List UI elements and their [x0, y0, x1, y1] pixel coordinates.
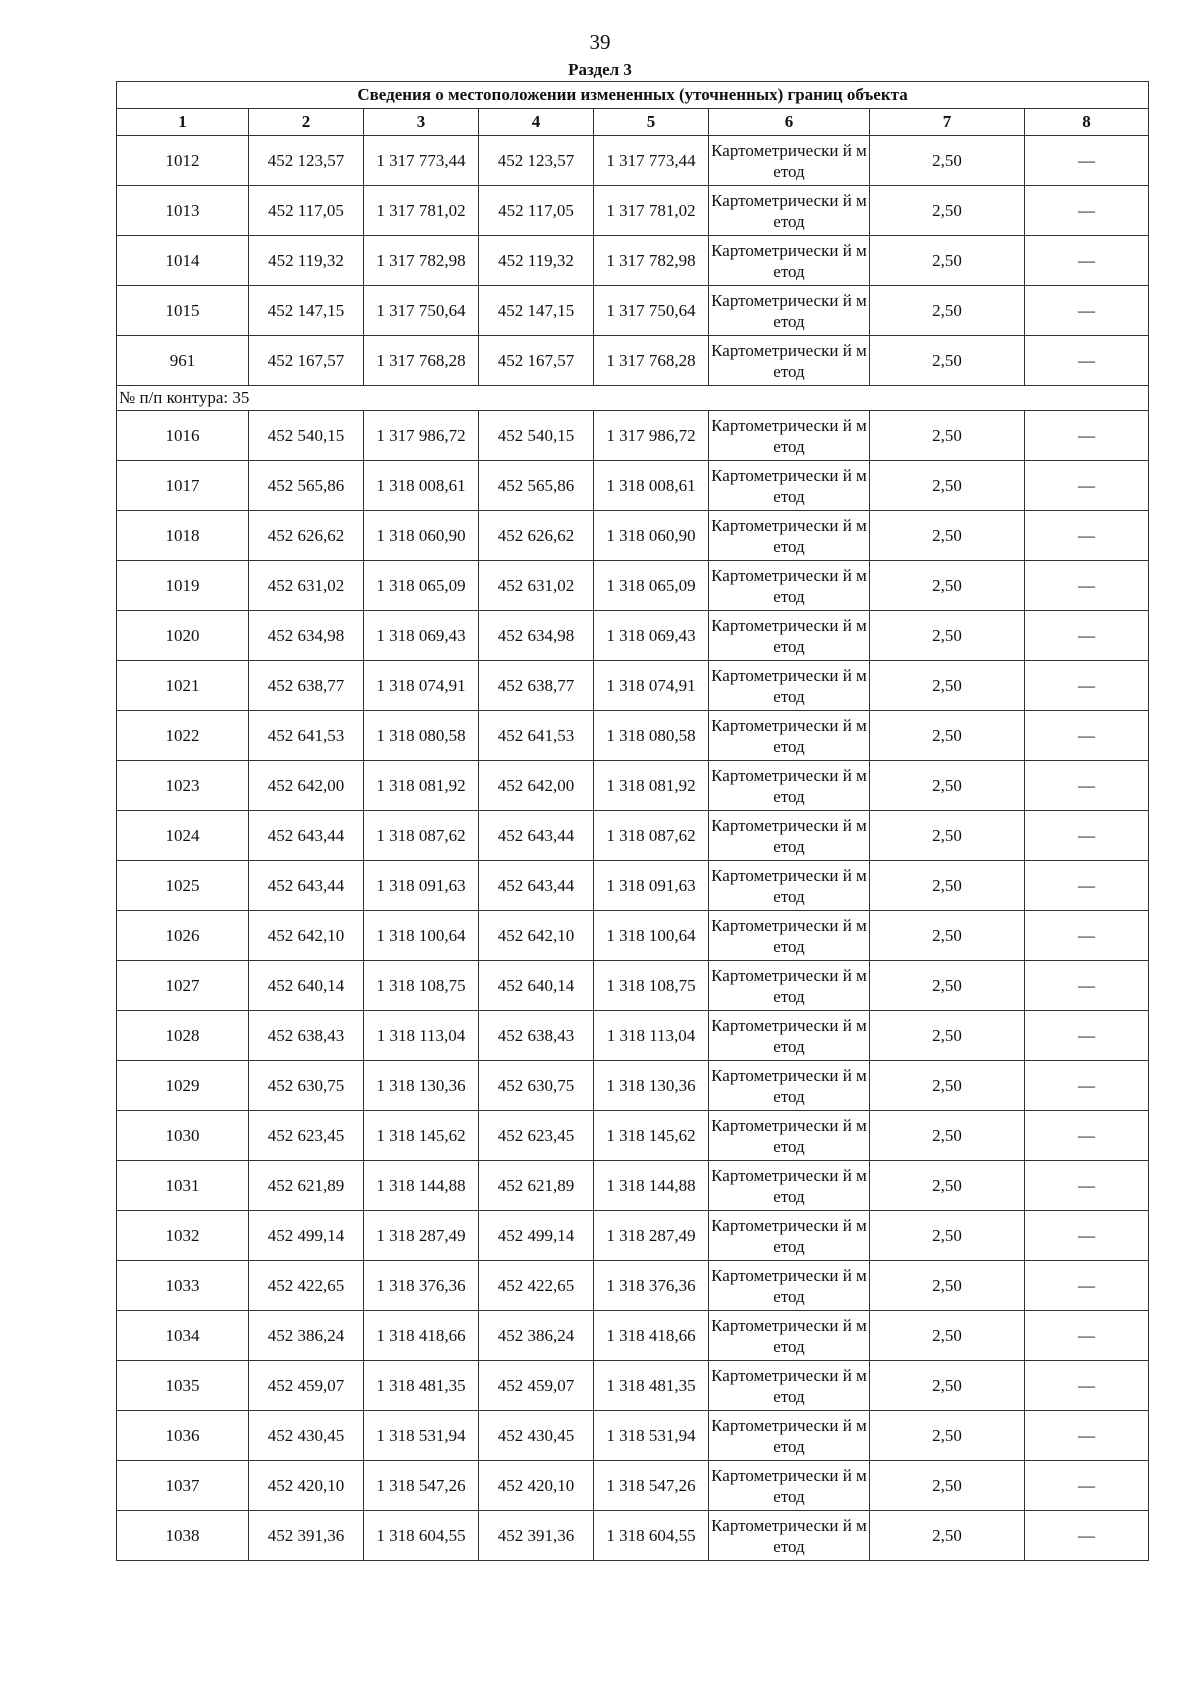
- table-row: [117, 1411, 1149, 1461]
- accuracy-cell: 2,50: [870, 1361, 1025, 1411]
- description-cell: —: [1025, 661, 1149, 711]
- y-coordinate-cell: 1 318 531,94: [594, 1411, 709, 1461]
- accuracy-cell: 2,50: [870, 661, 1025, 711]
- y-coordinate-cell: 1 318 100,64: [364, 911, 479, 961]
- x-coordinate-cell: 452 499,14: [479, 1211, 594, 1261]
- x-coordinate-cell: 452 623,45: [249, 1111, 364, 1161]
- method-cell: Картометрически й метод: [709, 1111, 870, 1161]
- accuracy-cell: 2,50: [870, 236, 1025, 286]
- point-number-cell: 1027: [117, 961, 249, 1011]
- method-cell: Картометрически й метод: [709, 1511, 870, 1561]
- x-coordinate-cell: 452 641,53: [249, 711, 364, 761]
- y-coordinate-cell: 1 318 074,91: [594, 661, 709, 711]
- accuracy-cell: 2,50: [870, 186, 1025, 236]
- x-coordinate-cell: 452 117,05: [249, 186, 364, 236]
- y-coordinate-cell: 1 318 008,61: [594, 461, 709, 511]
- table-row: [117, 411, 1149, 461]
- description-cell: —: [1025, 136, 1149, 186]
- table-row: [117, 1361, 1149, 1411]
- y-coordinate-cell: 1 318 144,88: [594, 1161, 709, 1211]
- y-coordinate-cell: 1 318 087,62: [594, 811, 709, 861]
- description-cell: —: [1025, 236, 1149, 286]
- description-cell: —: [1025, 761, 1149, 811]
- y-coordinate-cell: 1 317 750,64: [594, 286, 709, 336]
- description-cell: —: [1025, 1411, 1149, 1461]
- y-coordinate-cell: 1 318 376,36: [594, 1261, 709, 1311]
- table-row: [117, 561, 1149, 611]
- description-cell: —: [1025, 861, 1149, 911]
- table-row: [117, 1261, 1149, 1311]
- table-row: [117, 861, 1149, 911]
- y-coordinate-cell: 1 318 087,62: [364, 811, 479, 861]
- accuracy-cell: 2,50: [870, 411, 1025, 461]
- y-coordinate-cell: 1 318 376,36: [364, 1261, 479, 1311]
- x-coordinate-cell: 452 642,10: [479, 911, 594, 961]
- description-cell: —: [1025, 561, 1149, 611]
- x-coordinate-cell: 452 117,05: [479, 186, 594, 236]
- section-title: Раздел 3: [568, 60, 632, 79]
- x-coordinate-cell: 452 626,62: [249, 511, 364, 561]
- method-cell: Картометрически й метод: [709, 861, 870, 911]
- point-number-cell: 1016: [117, 411, 249, 461]
- column-number: 7: [870, 109, 1025, 136]
- point-number-cell: 1024: [117, 811, 249, 861]
- method-cell: Картометрически й метод: [709, 186, 870, 236]
- x-coordinate-cell: 452 386,24: [249, 1311, 364, 1361]
- y-coordinate-cell: 1 318 074,91: [364, 661, 479, 711]
- column-number-row: [117, 109, 1149, 136]
- y-coordinate-cell: 1 318 108,75: [594, 961, 709, 1011]
- x-coordinate-cell: 452 147,15: [249, 286, 364, 336]
- method-cell: Картометрически й метод: [709, 561, 870, 611]
- accuracy-cell: 2,50: [870, 1161, 1025, 1211]
- point-number-cell: 1038: [117, 1511, 249, 1561]
- y-coordinate-cell: 1 317 781,02: [594, 186, 709, 236]
- y-coordinate-cell: 1 318 081,92: [364, 761, 479, 811]
- accuracy-cell: 2,50: [870, 1061, 1025, 1111]
- y-coordinate-cell: 1 318 287,49: [364, 1211, 479, 1261]
- column-number: 8: [1025, 109, 1149, 136]
- accuracy-cell: 2,50: [870, 711, 1025, 761]
- accuracy-cell: 2,50: [870, 461, 1025, 511]
- y-coordinate-cell: 1 318 080,58: [594, 711, 709, 761]
- y-coordinate-cell: 1 318 547,26: [594, 1461, 709, 1511]
- point-number-cell: 961: [117, 336, 249, 386]
- table-row: [117, 711, 1149, 761]
- y-coordinate-cell: 1 317 781,02: [364, 186, 479, 236]
- y-coordinate-cell: 1 317 986,72: [594, 411, 709, 461]
- accuracy-cell: 2,50: [870, 611, 1025, 661]
- y-coordinate-cell: 1 318 100,64: [594, 911, 709, 961]
- point-number-cell: 1021: [117, 661, 249, 711]
- table-row: [117, 511, 1149, 561]
- x-coordinate-cell: 452 621,89: [249, 1161, 364, 1211]
- y-coordinate-cell: 1 318 547,26: [364, 1461, 479, 1511]
- point-number-cell: 1013: [117, 186, 249, 236]
- table-row: [117, 236, 1149, 286]
- x-coordinate-cell: 452 626,62: [479, 511, 594, 561]
- description-cell: —: [1025, 461, 1149, 511]
- method-cell: Картометрически й метод: [709, 1161, 870, 1211]
- x-coordinate-cell: 452 642,00: [479, 761, 594, 811]
- y-coordinate-cell: 1 318 113,04: [594, 1011, 709, 1061]
- x-coordinate-cell: 452 631,02: [479, 561, 594, 611]
- method-cell: Картометрически й метод: [709, 1461, 870, 1511]
- y-coordinate-cell: 1 318 418,66: [364, 1311, 479, 1361]
- description-cell: —: [1025, 186, 1149, 236]
- point-number-cell: 1012: [117, 136, 249, 186]
- accuracy-cell: 2,50: [870, 136, 1025, 186]
- table-row: [117, 136, 1149, 186]
- description-cell: —: [1025, 961, 1149, 1011]
- table-row: [117, 661, 1149, 711]
- y-coordinate-cell: 1 318 065,09: [594, 561, 709, 611]
- table-row: [117, 761, 1149, 811]
- point-number-cell: 1037: [117, 1461, 249, 1511]
- accuracy-cell: 2,50: [870, 961, 1025, 1011]
- description-cell: —: [1025, 811, 1149, 861]
- description-cell: —: [1025, 611, 1149, 661]
- method-cell: Картометрически й метод: [709, 1061, 870, 1111]
- method-cell: Картометрически й метод: [709, 236, 870, 286]
- x-coordinate-cell: 452 643,44: [479, 861, 594, 911]
- method-cell: Картометрически й метод: [709, 761, 870, 811]
- contour-label: № п/п контура: 35: [117, 386, 1149, 411]
- y-coordinate-cell: 1 318 130,36: [594, 1061, 709, 1111]
- y-coordinate-cell: 1 318 069,43: [594, 611, 709, 661]
- accuracy-cell: 2,50: [870, 1461, 1025, 1511]
- description-cell: —: [1025, 1011, 1149, 1061]
- method-cell: Картометрически й метод: [709, 1261, 870, 1311]
- x-coordinate-cell: 452 422,65: [249, 1261, 364, 1311]
- x-coordinate-cell: 452 499,14: [249, 1211, 364, 1261]
- accuracy-cell: 2,50: [870, 511, 1025, 561]
- table-row: [117, 1211, 1149, 1261]
- method-cell: Картометрически й метод: [709, 511, 870, 561]
- y-coordinate-cell: 1 318 130,36: [364, 1061, 479, 1111]
- table-row: [117, 961, 1149, 1011]
- point-number-cell: 1032: [117, 1211, 249, 1261]
- method-cell: Картометрически й метод: [709, 336, 870, 386]
- description-cell: —: [1025, 1261, 1149, 1311]
- x-coordinate-cell: 452 565,86: [249, 461, 364, 511]
- x-coordinate-cell: 452 630,75: [479, 1061, 594, 1111]
- point-number-cell: 1015: [117, 286, 249, 336]
- accuracy-cell: 2,50: [870, 1311, 1025, 1361]
- table-row: [117, 336, 1149, 386]
- x-coordinate-cell: 452 640,14: [479, 961, 594, 1011]
- point-number-cell: 1034: [117, 1311, 249, 1361]
- x-coordinate-cell: 452 420,10: [479, 1461, 594, 1511]
- y-coordinate-cell: 1 318 091,63: [594, 861, 709, 911]
- description-cell: —: [1025, 711, 1149, 761]
- point-number-cell: 1029: [117, 1061, 249, 1111]
- x-coordinate-cell: 452 422,65: [479, 1261, 594, 1311]
- y-coordinate-cell: 1 317 782,98: [594, 236, 709, 286]
- x-coordinate-cell: 452 642,00: [249, 761, 364, 811]
- point-number-cell: 1035: [117, 1361, 249, 1411]
- method-cell: Картометрически й метод: [709, 961, 870, 1011]
- point-number-cell: 1030: [117, 1111, 249, 1161]
- y-coordinate-cell: 1 318 418,66: [594, 1311, 709, 1361]
- y-coordinate-cell: 1 318 081,92: [594, 761, 709, 811]
- x-coordinate-cell: 452 420,10: [249, 1461, 364, 1511]
- y-coordinate-cell: 1 318 604,55: [594, 1511, 709, 1561]
- y-coordinate-cell: 1 318 080,58: [364, 711, 479, 761]
- method-cell: Картометрически й метод: [709, 1211, 870, 1261]
- point-number-cell: 1019: [117, 561, 249, 611]
- accuracy-cell: 2,50: [870, 761, 1025, 811]
- table-row: [117, 911, 1149, 961]
- accuracy-cell: 2,50: [870, 911, 1025, 961]
- point-number-cell: 1026: [117, 911, 249, 961]
- table-row: [117, 1311, 1149, 1361]
- point-number-cell: 1014: [117, 236, 249, 286]
- y-coordinate-cell: 1 317 782,98: [364, 236, 479, 286]
- x-coordinate-cell: 452 540,15: [479, 411, 594, 461]
- table-row: [117, 1461, 1149, 1511]
- column-number: 5: [594, 109, 709, 136]
- column-number: 1: [117, 109, 249, 136]
- x-coordinate-cell: 452 119,32: [249, 236, 364, 286]
- table-row: [117, 1061, 1149, 1111]
- table-row: [117, 1511, 1149, 1561]
- accuracy-cell: 2,50: [870, 1261, 1025, 1311]
- accuracy-cell: 2,50: [870, 1011, 1025, 1061]
- x-coordinate-cell: 452 623,45: [479, 1111, 594, 1161]
- method-cell: Картометрически й метод: [709, 286, 870, 336]
- x-coordinate-cell: 452 391,36: [479, 1511, 594, 1561]
- y-coordinate-cell: 1 318 531,94: [364, 1411, 479, 1461]
- description-cell: —: [1025, 1061, 1149, 1111]
- description-cell: —: [1025, 1461, 1149, 1511]
- y-coordinate-cell: 1 318 604,55: [364, 1511, 479, 1561]
- boundary-coordinates-table: [116, 81, 1149, 1561]
- table-row: [117, 1111, 1149, 1161]
- table-row: [117, 286, 1149, 336]
- method-cell: Картометрически й метод: [709, 711, 870, 761]
- y-coordinate-cell: 1 317 773,44: [594, 136, 709, 186]
- y-coordinate-cell: 1 317 986,72: [364, 411, 479, 461]
- method-cell: Картометрически й метод: [709, 911, 870, 961]
- x-coordinate-cell: 452 123,57: [249, 136, 364, 186]
- table-row: [117, 811, 1149, 861]
- y-coordinate-cell: 1 318 069,43: [364, 611, 479, 661]
- x-coordinate-cell: 452 642,10: [249, 911, 364, 961]
- point-number-cell: 1036: [117, 1411, 249, 1461]
- description-cell: —: [1025, 411, 1149, 461]
- y-coordinate-cell: 1 318 113,04: [364, 1011, 479, 1061]
- y-coordinate-cell: 1 318 091,63: [364, 861, 479, 911]
- column-number: 3: [364, 109, 479, 136]
- accuracy-cell: 2,50: [870, 861, 1025, 911]
- accuracy-cell: 2,50: [870, 811, 1025, 861]
- point-number-cell: 1022: [117, 711, 249, 761]
- x-coordinate-cell: 452 640,14: [249, 961, 364, 1011]
- accuracy-cell: 2,50: [870, 561, 1025, 611]
- table-row: [117, 1161, 1149, 1211]
- x-coordinate-cell: 452 119,32: [479, 236, 594, 286]
- y-coordinate-cell: 1 318 145,62: [364, 1111, 479, 1161]
- x-coordinate-cell: 452 430,45: [249, 1411, 364, 1461]
- table-caption: Сведения о местоположении измененных (уточненных) границ объекта: [117, 82, 1149, 109]
- x-coordinate-cell: 452 631,02: [249, 561, 364, 611]
- description-cell: —: [1025, 911, 1149, 961]
- method-cell: Картометрически й метод: [709, 661, 870, 711]
- table-row: [117, 461, 1149, 511]
- point-number-cell: 1018: [117, 511, 249, 561]
- table-caption-row: [117, 82, 1149, 109]
- description-cell: —: [1025, 1211, 1149, 1261]
- method-cell: Картометрически й метод: [709, 1411, 870, 1461]
- x-coordinate-cell: 452 643,44: [249, 861, 364, 911]
- method-cell: Картометрически й метод: [709, 1011, 870, 1061]
- point-number-cell: 1025: [117, 861, 249, 911]
- y-coordinate-cell: 1 317 768,28: [364, 336, 479, 386]
- point-number-cell: 1033: [117, 1261, 249, 1311]
- y-coordinate-cell: 1 317 768,28: [594, 336, 709, 386]
- point-number-cell: 1023: [117, 761, 249, 811]
- description-cell: —: [1025, 1311, 1149, 1361]
- x-coordinate-cell: 452 123,57: [479, 136, 594, 186]
- description-cell: —: [1025, 511, 1149, 561]
- point-number-cell: 1028: [117, 1011, 249, 1061]
- column-number: 4: [479, 109, 594, 136]
- point-number-cell: 1031: [117, 1161, 249, 1211]
- y-coordinate-cell: 1 318 060,90: [364, 511, 479, 561]
- accuracy-cell: 2,50: [870, 286, 1025, 336]
- description-cell: —: [1025, 1161, 1149, 1211]
- x-coordinate-cell: 452 638,43: [479, 1011, 594, 1061]
- accuracy-cell: 2,50: [870, 1111, 1025, 1161]
- y-coordinate-cell: 1 318 481,35: [364, 1361, 479, 1411]
- description-cell: —: [1025, 1511, 1149, 1561]
- table-row: [117, 186, 1149, 236]
- method-cell: Картометрически й метод: [709, 611, 870, 661]
- method-cell: Картометрически й метод: [709, 136, 870, 186]
- y-coordinate-cell: 1 318 144,88: [364, 1161, 479, 1211]
- accuracy-cell: 2,50: [870, 1511, 1025, 1561]
- x-coordinate-cell: 452 565,86: [479, 461, 594, 511]
- column-number: 6: [709, 109, 870, 136]
- y-coordinate-cell: 1 317 773,44: [364, 136, 479, 186]
- point-number-cell: 1020: [117, 611, 249, 661]
- method-cell: Картометрически й метод: [709, 411, 870, 461]
- x-coordinate-cell: 452 386,24: [479, 1311, 594, 1361]
- y-coordinate-cell: 1 318 481,35: [594, 1361, 709, 1411]
- description-cell: —: [1025, 1361, 1149, 1411]
- description-cell: —: [1025, 286, 1149, 336]
- x-coordinate-cell: 452 430,45: [479, 1411, 594, 1461]
- x-coordinate-cell: 452 459,07: [249, 1361, 364, 1411]
- x-coordinate-cell: 452 621,89: [479, 1161, 594, 1211]
- y-coordinate-cell: 1 317 750,64: [364, 286, 479, 336]
- accuracy-cell: 2,50: [870, 1211, 1025, 1261]
- method-cell: Картометрически й метод: [709, 461, 870, 511]
- y-coordinate-cell: 1 318 008,61: [364, 461, 479, 511]
- x-coordinate-cell: 452 638,77: [249, 661, 364, 711]
- y-coordinate-cell: 1 318 145,62: [594, 1111, 709, 1161]
- x-coordinate-cell: 452 643,44: [479, 811, 594, 861]
- x-coordinate-cell: 452 630,75: [249, 1061, 364, 1111]
- accuracy-cell: 2,50: [870, 336, 1025, 386]
- x-coordinate-cell: 452 540,15: [249, 411, 364, 461]
- x-coordinate-cell: 452 634,98: [479, 611, 594, 661]
- y-coordinate-cell: 1 318 108,75: [364, 961, 479, 1011]
- method-cell: Картометрически й метод: [709, 1311, 870, 1361]
- method-cell: Картометрически й метод: [709, 811, 870, 861]
- y-coordinate-cell: 1 318 287,49: [594, 1211, 709, 1261]
- x-coordinate-cell: 452 638,77: [479, 661, 594, 711]
- accuracy-cell: 2,50: [870, 1411, 1025, 1461]
- contour-row: [117, 386, 1149, 411]
- x-coordinate-cell: 452 634,98: [249, 611, 364, 661]
- y-coordinate-cell: 1 318 060,90: [594, 511, 709, 561]
- point-number-cell: 1017: [117, 461, 249, 511]
- table-row: [117, 1011, 1149, 1061]
- description-cell: —: [1025, 1111, 1149, 1161]
- x-coordinate-cell: 452 641,53: [479, 711, 594, 761]
- x-coordinate-cell: 452 391,36: [249, 1511, 364, 1561]
- column-number: 2: [249, 109, 364, 136]
- description-cell: —: [1025, 336, 1149, 386]
- x-coordinate-cell: 452 147,15: [479, 286, 594, 336]
- method-cell: Картометрически й метод: [709, 1361, 870, 1411]
- page-number: 39: [589, 30, 611, 54]
- x-coordinate-cell: 452 167,57: [249, 336, 364, 386]
- x-coordinate-cell: 452 643,44: [249, 811, 364, 861]
- x-coordinate-cell: 452 167,57: [479, 336, 594, 386]
- x-coordinate-cell: 452 459,07: [479, 1361, 594, 1411]
- table-body: [117, 82, 1149, 1561]
- y-coordinate-cell: 1 318 065,09: [364, 561, 479, 611]
- table-row: [117, 611, 1149, 661]
- x-coordinate-cell: 452 638,43: [249, 1011, 364, 1061]
